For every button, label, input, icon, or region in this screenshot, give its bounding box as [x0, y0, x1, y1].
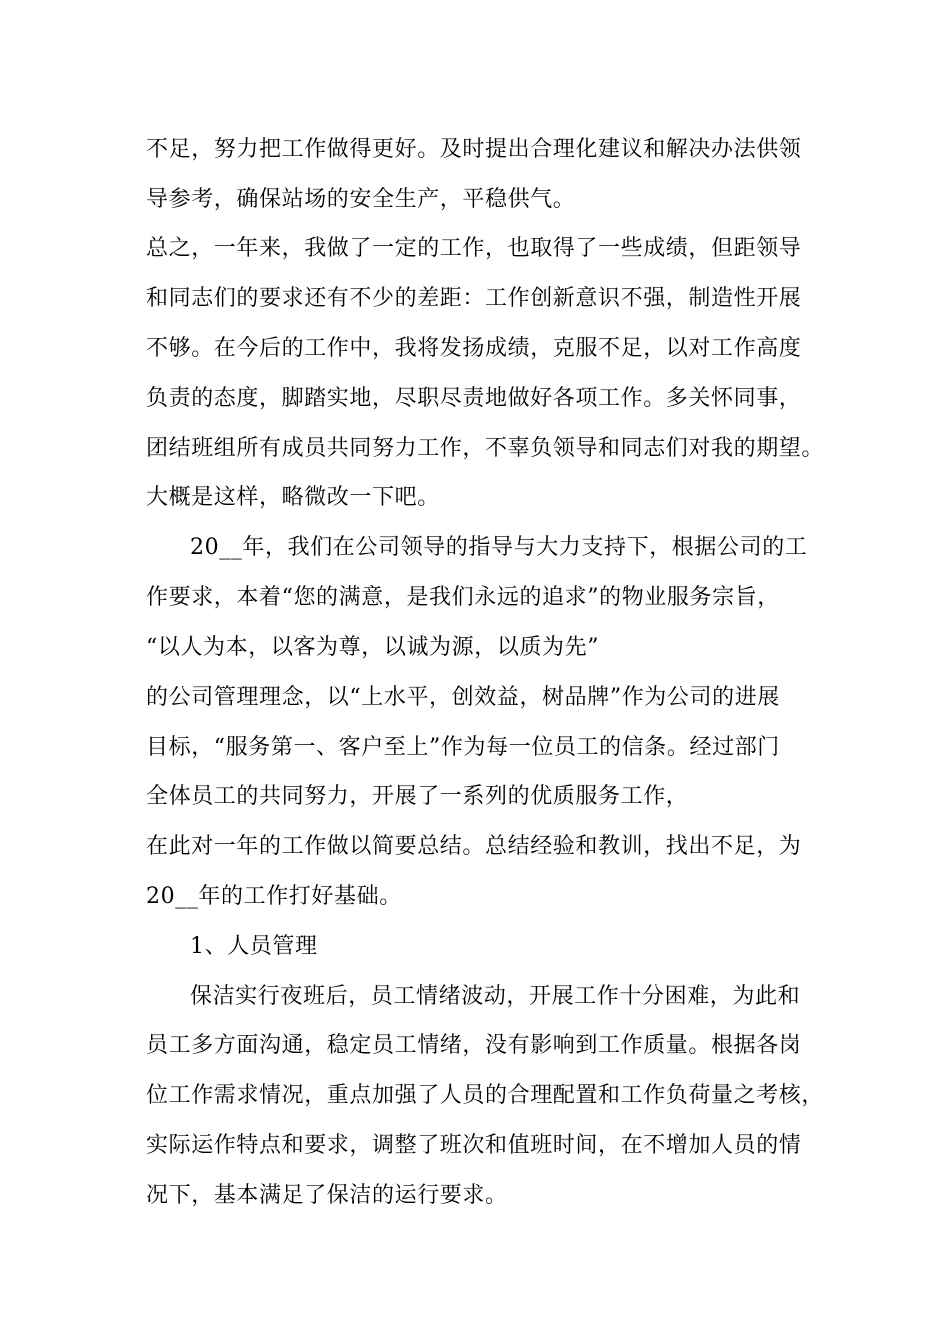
- paragraph-first-line: 20__年，我们在公司领导的指导与大力支持下，根据公司的工: [190, 535, 808, 560]
- text-line: 况下，基本满足了保洁的运行要求。: [146, 1183, 508, 1208]
- text-line: 团结班组所有成员共同努力工作，不辜负领导和同志们对我的期望。: [146, 436, 825, 461]
- text-line: 全体员工的共同努力，开展了一系列的优质服务工作，: [146, 784, 689, 809]
- text-line: 员工多方面沟通，稳定员工情绪，没有影响到工作质量。根据各岗: [146, 1033, 802, 1058]
- text-line: 负责的态度，脚踏实地，尽职尽责地做好各项工作。多关怀同事，: [146, 386, 802, 411]
- text-line: “以人为本，以客为尊，以诚为源，以质为先”: [146, 635, 600, 660]
- text-line: 大概是这样，略微改一下吧。: [146, 485, 440, 510]
- text-line: 位工作需求情况，重点加强了人员的合理配置和工作负荷量之考核，: [146, 1083, 825, 1108]
- text-line: 的公司管理理念，以“上水平，创效益，树品牌”作为公司的进展: [146, 685, 780, 710]
- text-line: 导参考，确保站场的安全生产，平稳供气。: [146, 187, 576, 212]
- paragraph-first-line: 保洁实行夜班后，员工情绪波动，开展工作十分困难，为此和: [190, 984, 801, 1009]
- section-heading: 1、人员管理: [190, 934, 318, 959]
- text-line: 不够。在今后的工作中，我将发扬成绩，克服不足，以对工作高度: [146, 336, 802, 361]
- text-line: 在此对一年的工作做以简要总结。总结经验和教训，找出不足，为: [146, 834, 802, 859]
- text-line: 不足，努力把工作做得更好。及时提出合理化建议和解决办法供领: [146, 137, 802, 162]
- text-line: 和同志们的要求还有不少的差距：工作创新意识不强，制造性开展: [146, 286, 802, 311]
- text-line: 20__年的工作打好基础。: [146, 884, 402, 909]
- text-line: 目标，“服务第一、客户至上”作为每一位员工的信条。经过部门: [146, 735, 780, 760]
- text-line: 作要求，本着“您的满意，是我们永远的追求”的物业服务宗旨，: [146, 585, 780, 610]
- text-line: 总之，一年来，我做了一定的工作，也取得了一些成绩，但距领导: [146, 236, 802, 261]
- text-line: 实际运作特点和要求，调整了班次和值班时间，在不增加人员的情: [146, 1133, 802, 1158]
